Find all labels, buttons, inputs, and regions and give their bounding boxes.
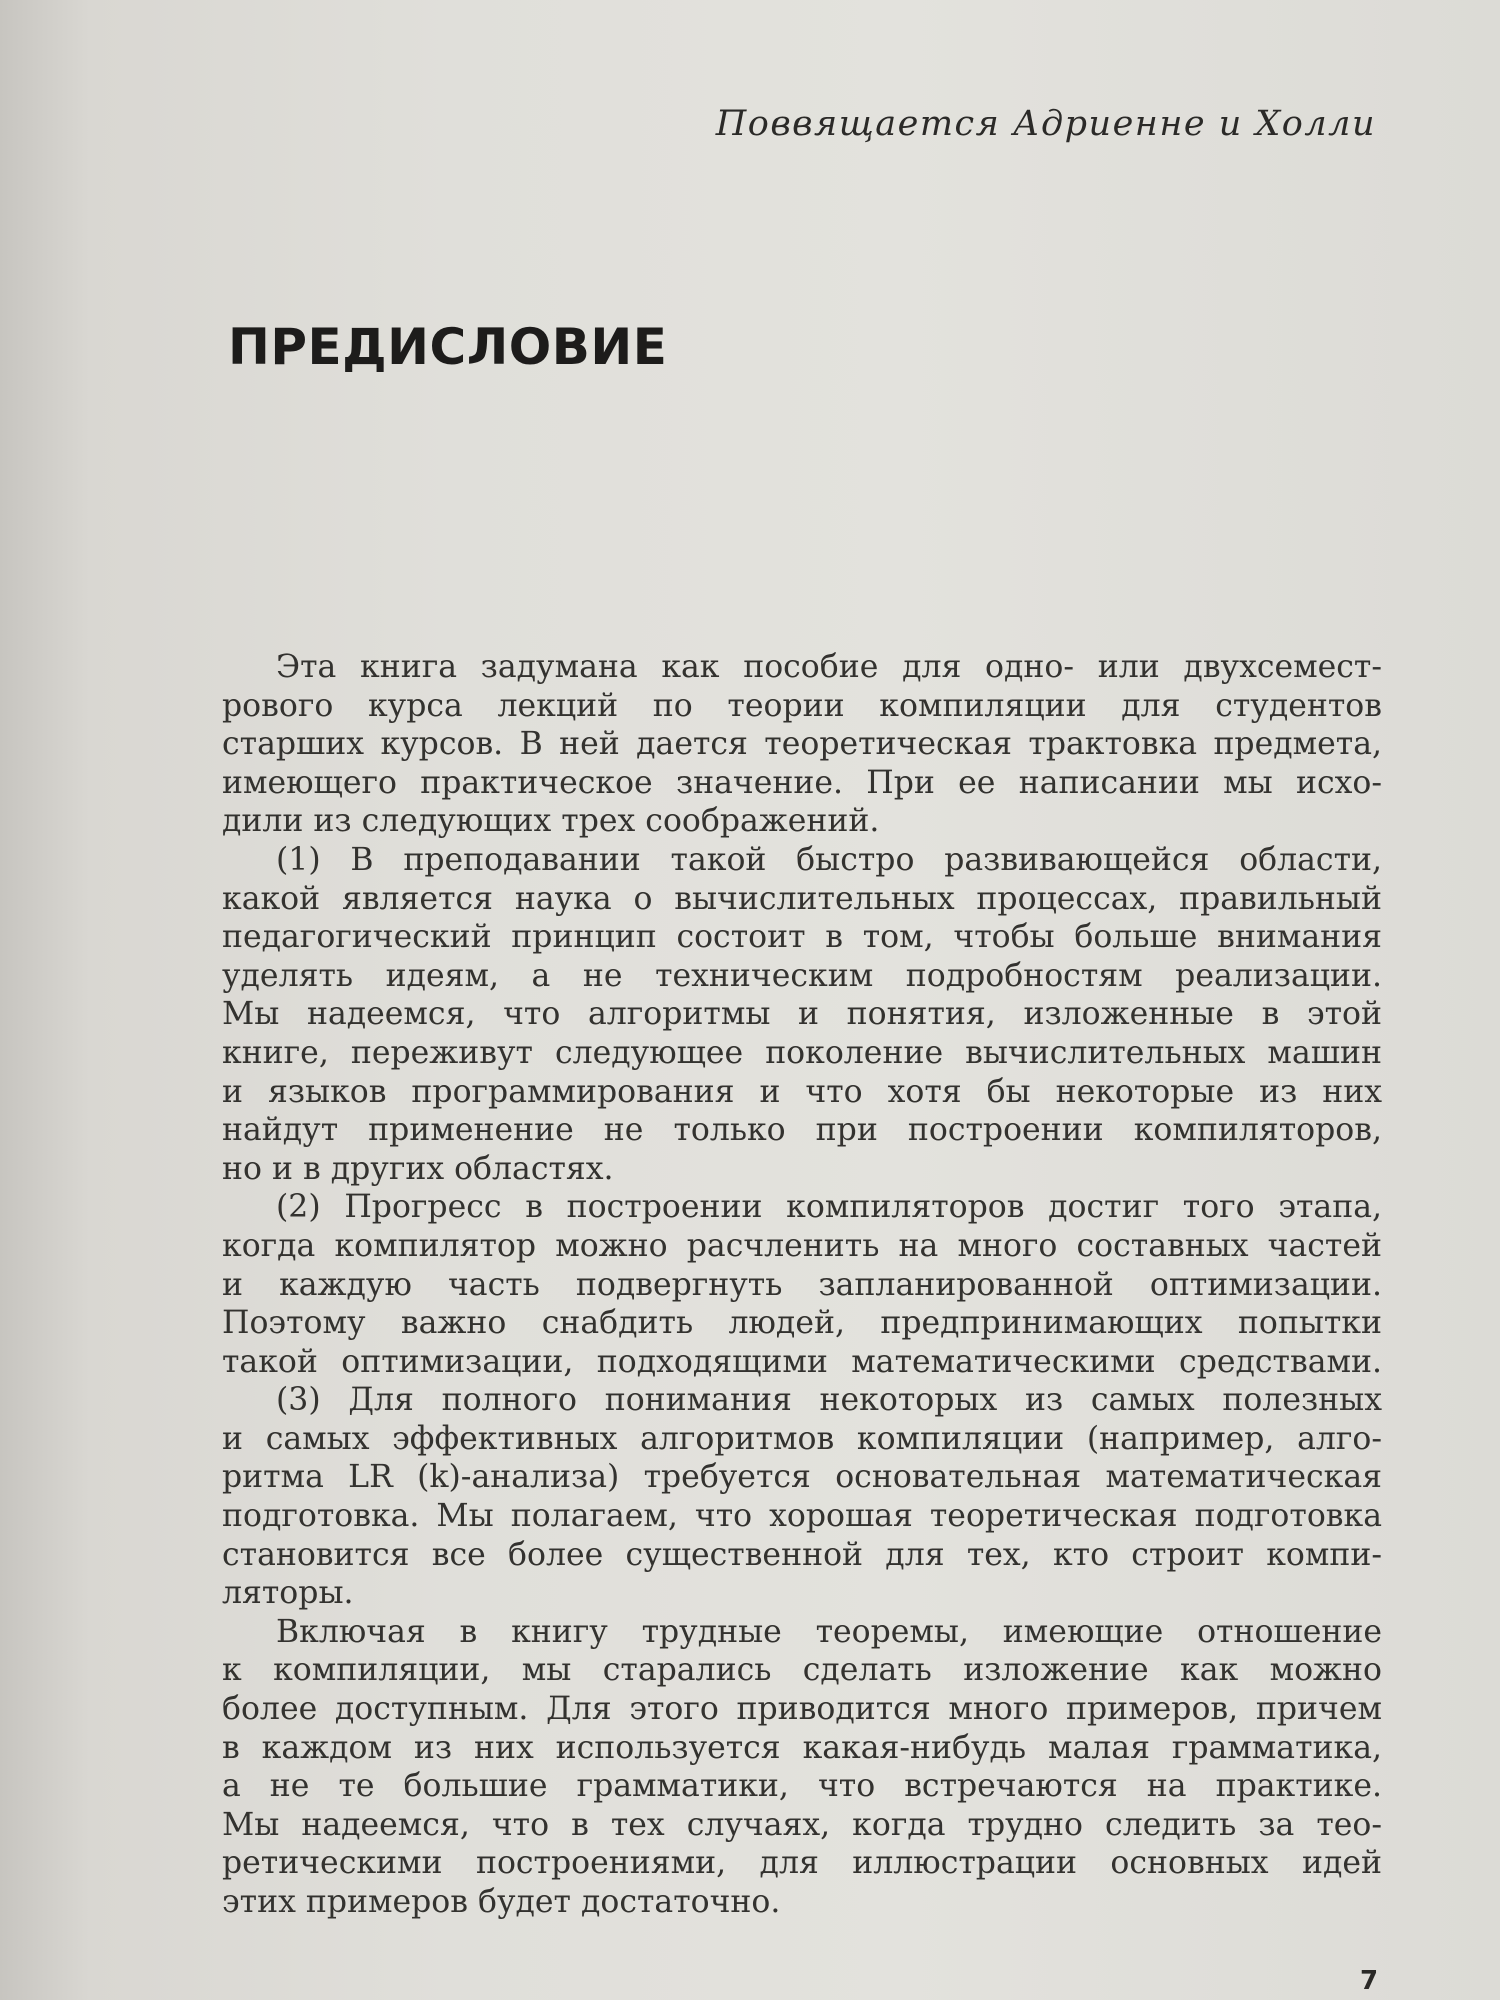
text-line: Поэтому важно снабдить людей, предпринимающих попытки [222, 1305, 1382, 1342]
text-line: более доступным. Для этого приводится много примеров, причем [222, 1691, 1382, 1728]
text-line: а не те большие грамматики, что встречаются на практике. [222, 1768, 1382, 1805]
text-line: имеющего практическое значение. При ее написании мы исхо- [222, 764, 1382, 801]
text-line: подготовка. Мы полагаем, что хорошая теоретическая подготовка [222, 1498, 1382, 1535]
text-line: когда компилятор можно расчленить на много составных частей [222, 1227, 1382, 1264]
text-line: уделять идеям, а не техническим подробностям реализации. [222, 957, 1382, 994]
text-line: Включая в книгу трудные теоремы, имеющие отношение [276, 1613, 1382, 1650]
text-line: ритма LR (k)-анализа) требуется основательная математическая [222, 1459, 1382, 1496]
preface-body [222, 648, 1382, 1922]
page-number: 7 [1360, 1966, 1379, 1996]
text-line: Эта книга задумана как пособие для одно- или двухсемест- [276, 649, 1382, 685]
text-line: книге, переживут следующее поколение вычислительных машин [222, 1034, 1382, 1071]
text-line: (2) Прогресс в построении компиляторов достиг того этапа, [276, 1189, 1382, 1226]
text-line: ретическими построениями, для иллюстрации основных идей [222, 1845, 1382, 1882]
text-line: рового курса лекций по теории компиляции для студентов [222, 687, 1382, 724]
text-line: ляторы. [222, 1575, 354, 1612]
text-line: найдут применение не только при построении компиляторов, [222, 1112, 1382, 1149]
text-line: (3) Для полного понимания некоторых из самых полезных [276, 1382, 1382, 1419]
text-line: этих примеров будет достаточно. [222, 1884, 781, 1920]
text-line: к компиляции, мы старались сделать изложение как можно [222, 1652, 1382, 1689]
text-line: в каждом из них используется какая-нибудь малая грамматика, [222, 1729, 1382, 1766]
text-line: педагогический принцип состоит в том, чтобы больше внимания [222, 919, 1382, 956]
text-line: Мы надеемся, что в тех случаях, когда трудно следить за тео- [222, 1806, 1382, 1843]
text-line: дили из следующих трех соображений. [222, 803, 880, 840]
text-line: становится все более существенной для тех, кто строит компи- [222, 1536, 1382, 1573]
page-title: ПРЕДИСЛОВИЕ [228, 318, 668, 376]
text-line: такой оптимизации, подходящими математическими средствами. [222, 1343, 1382, 1380]
text-line: старших курсов. В ней дается теоретическая трактовка предмета, [222, 726, 1382, 763]
dedication: Поввящается Адриенне и Холли [715, 104, 1376, 144]
text-line: и самых эффективных алгоритмов компиляции (например, алго- [222, 1420, 1382, 1457]
text-line: какой является наука о вычислительных процессах, правильный [222, 880, 1382, 917]
text-line: Мы надеемся, что алгоритмы и понятия, изложенные в этой [222, 996, 1382, 1033]
text-line: (1) В преподавании такой быстро развивающейся области, [276, 841, 1382, 878]
text-line: и каждую часть подвергнуть запланированной оптимизации. [222, 1266, 1382, 1303]
text-line: и языков программирования и что хотя бы некоторые из них [222, 1073, 1382, 1110]
text-line: но и в других областях. [222, 1150, 614, 1187]
